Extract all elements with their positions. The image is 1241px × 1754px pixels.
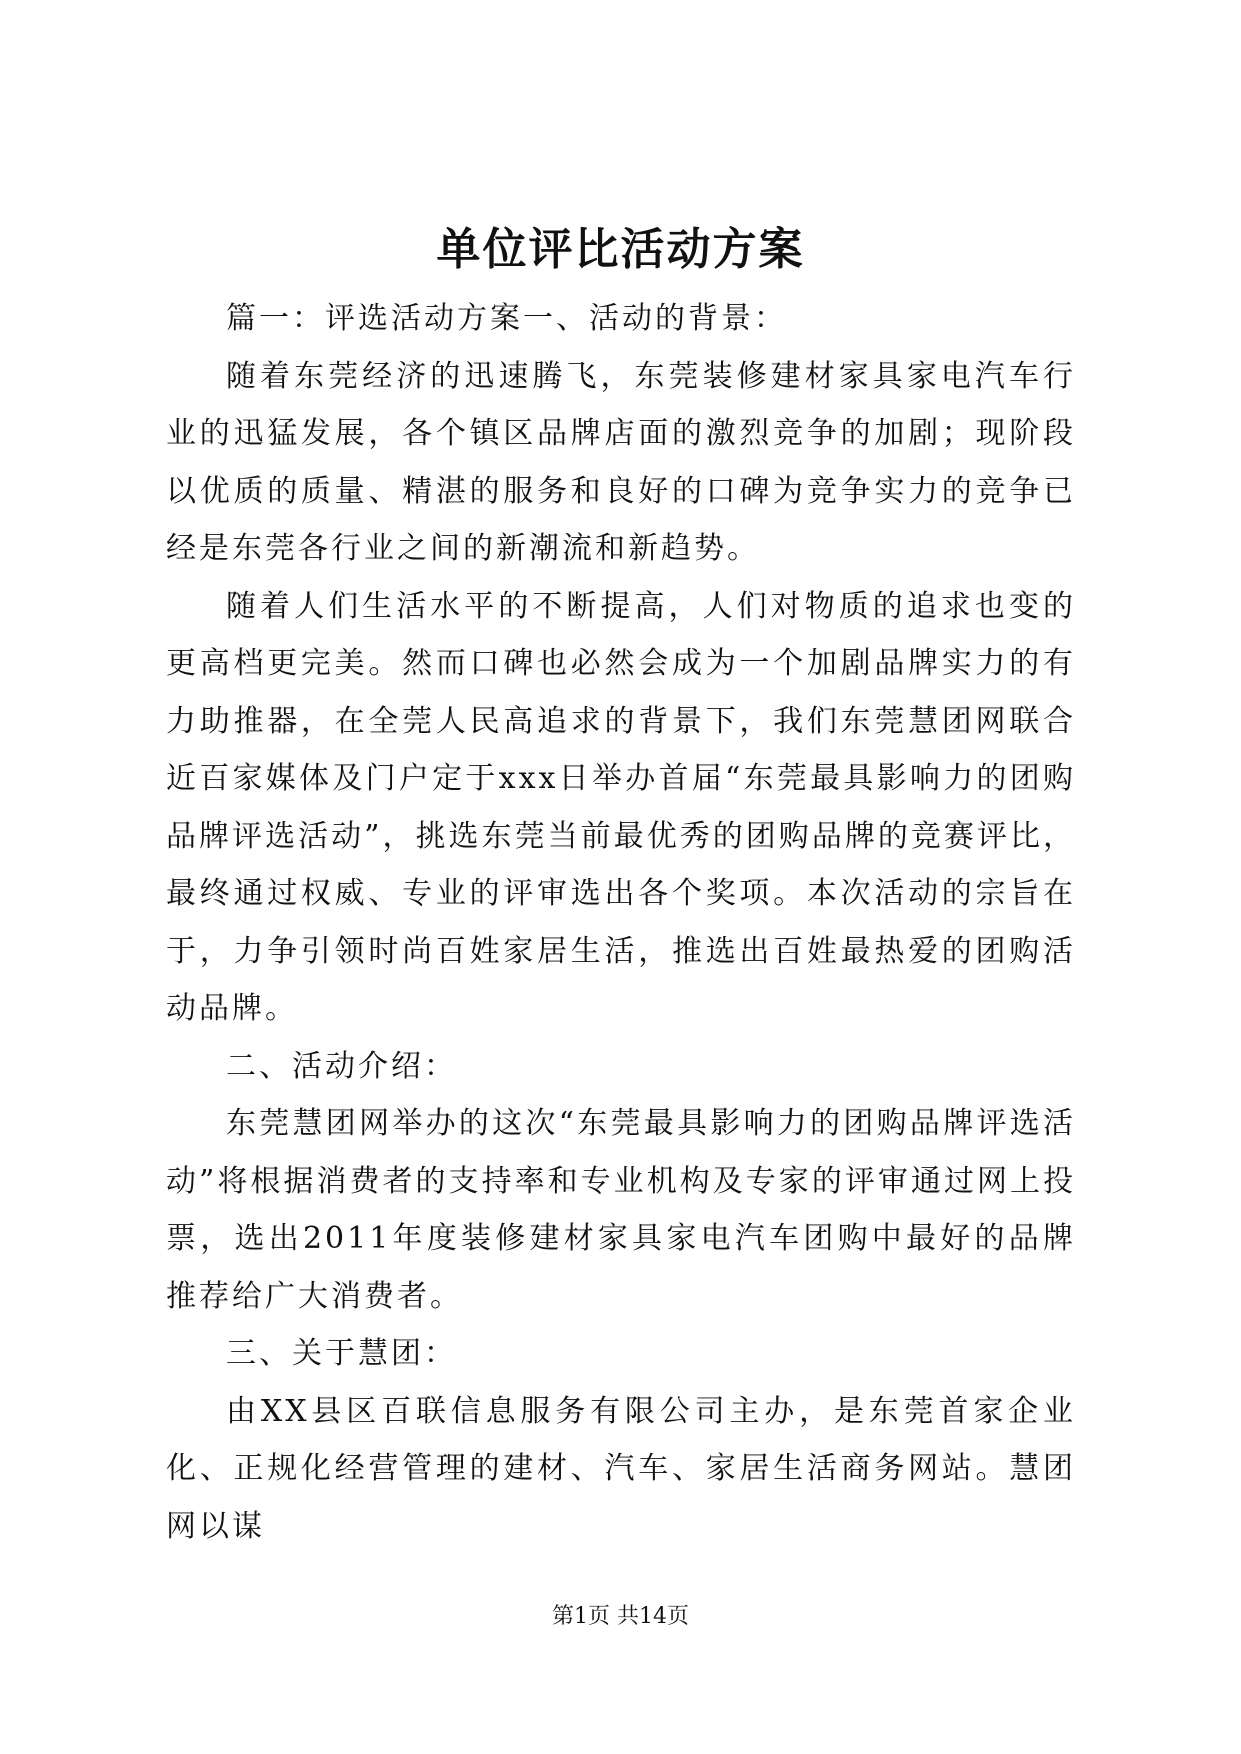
page-footer: 第1页 共14页 (552, 1604, 689, 1629)
document-body (166, 290, 1076, 1555)
document-title: 单位评比活动方案 (436, 224, 805, 275)
paragraph-about: 由XX县区百联信息服务有限公司主办，是东莞首家企业化、正规化经营管理的建材、汽车、家居生活商务网站。慧团网以谋 (166, 1393, 1076, 1544)
paragraph-heading-about: 三、关于慧团： (226, 1336, 457, 1371)
paragraph-intro: 东莞慧团网举办的这次“东莞最具影响力的团购品牌评选活动”将根据消费者的支持率和专业机构及专家的评审通过网上投票，选出2011年度装修建材家具家电汽车团购中最好的品牌推荐给广大消费者。 (166, 1106, 1076, 1314)
paragraph-background-1: 随着东莞经济的迅速腾飞，东莞装修建材家具家电汽车行业的迅猛发展，各个镇区品牌店面的激烈竞争的加剧；现阶段以优质的质量、精湛的服务和良好的口碑为竞争实力的竞争已经是东莞各行业之间的新潮流和新趋势。 (166, 358, 1076, 566)
paragraph-heading-part1: 篇一：评选活动方案一、活动的背景： (226, 301, 787, 336)
paragraph-background-2: 随着人们生活水平的不断提高，人们对物质的追求也变的更高档更完美。然而口碑也必然会成为一个加剧品牌实力的有力助推器，在全莞人民高追求的背景下，我们东莞慧团网联合近百家媒体及门户定于xxx日举办首届“东莞最具影响力的团购品牌评选活动”，挑选东莞当前最优秀的团购品牌的竞赛评比，最终通过权威、专业的评审选出各个奖项。本次活动的宗旨在于，力争引领时尚百姓家居生活，推选出百姓最热爱的团购活动品牌。 (166, 588, 1076, 1026)
paragraph-heading-intro: 二、活动介绍： (226, 1048, 457, 1084)
